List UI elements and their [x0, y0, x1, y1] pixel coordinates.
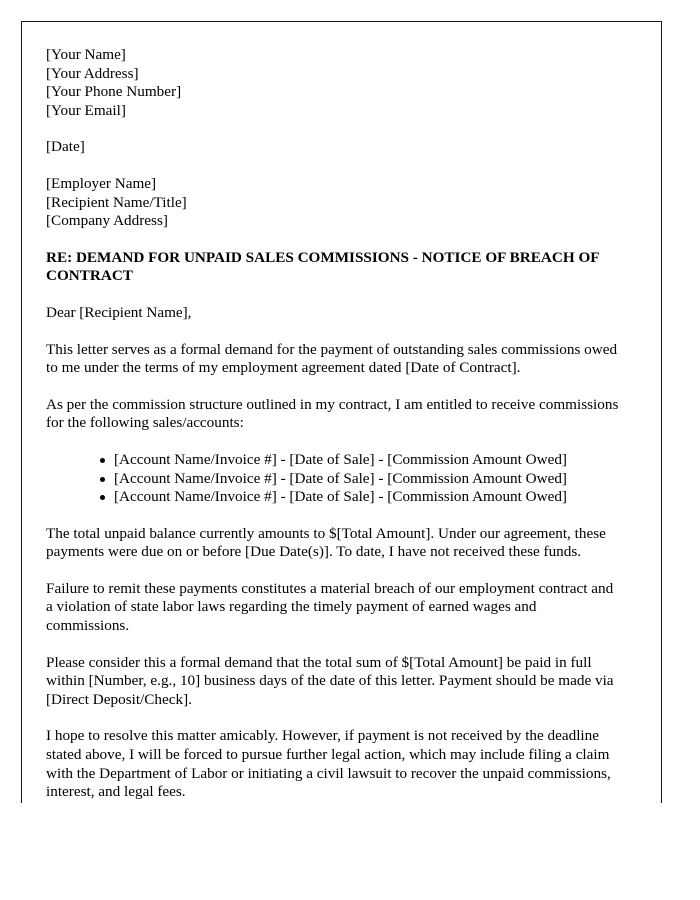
bullet-point-icon: [100, 477, 105, 482]
recipient-employer-name: [Employer Name]: [46, 174, 157, 192]
paragraph-total-balance: The total unpaid balance currently amounts to $[Total Amount]. Under our agreement, these payments were due on or before [Due Date(s)]. To date, I have not received these funds.: [46, 524, 606, 561]
bullet-point-icon: [100, 495, 105, 500]
recipient-company-address: [Company Address]: [46, 212, 168, 230]
commission-item-text: [Account Name/Invoice #] - [Date of Sale] - [Commission Amount Owed]: [114, 450, 567, 468]
list-item: [46, 451, 638, 470]
bullet-point-icon: [100, 458, 105, 463]
sender-email: [Your Email]: [46, 101, 126, 119]
commission-items-list: [46, 451, 638, 507]
letter-content: [46, 46, 638, 820]
list-item: [46, 470, 638, 489]
sender-address-block: [46, 46, 638, 120]
subject-line: RE: DEMAND FOR UNPAID SALES COMMISSIONS - NOTICE OF BREACH OF CONTRACT: [46, 248, 599, 285]
list-item: [46, 488, 638, 507]
sender-phone: [Your Phone Number]: [46, 83, 182, 101]
paragraph-commission-structure: As per the commission structure outlined in my contract, I am entitled to receive commissions for the following sales/accounts:: [46, 395, 619, 432]
document-page: [21, 21, 662, 803]
date-block: [46, 138, 638, 157]
sender-name: [Your Name]: [46, 46, 126, 63]
recipient-name-title: [Recipient Name/Title]: [46, 193, 187, 211]
paragraph-breach-notice: Failure to remit these payments constitutes a material breach of our employment contract and a violation of state labor laws regarding the timely payment of earned wages and commissions.: [46, 579, 614, 635]
paragraph-demand-intro: This letter serves as a formal demand for the payment of outstanding sales commissions owed to me under the terms of my employment agreement dated [Date of Contract].: [46, 340, 618, 377]
paragraph-legal-action: I hope to resolve this matter amicably. However, if payment is not received by the deadline stated above, I will be forced to pursue further legal action, which may include filing a claim with the Department of Labor or initiating a civil lawsuit to recover the unpaid commissions, interest, and legal fees.: [46, 727, 611, 801]
commission-item-text: [Account Name/Invoice #] - [Date of Sale] - [Commission Amount Owed]: [114, 469, 567, 487]
commission-item-text: [Account Name/Invoice #] - [Date of Sale] - [Commission Amount Owed]: [114, 488, 567, 506]
paragraph-payment-demand: Please consider this a formal demand that the total sum of $[Total Amount] be paid in full within [Number, e.g., 10] business days of the date of this letter. Payment should be made via [Direct Deposit/Check].: [46, 653, 614, 708]
recipient-address-block: [46, 175, 638, 231]
salutation: Dear [Recipient Name],: [46, 303, 192, 321]
sender-address: [Your Address]: [46, 64, 139, 82]
letter-date: [Date]: [46, 138, 85, 156]
